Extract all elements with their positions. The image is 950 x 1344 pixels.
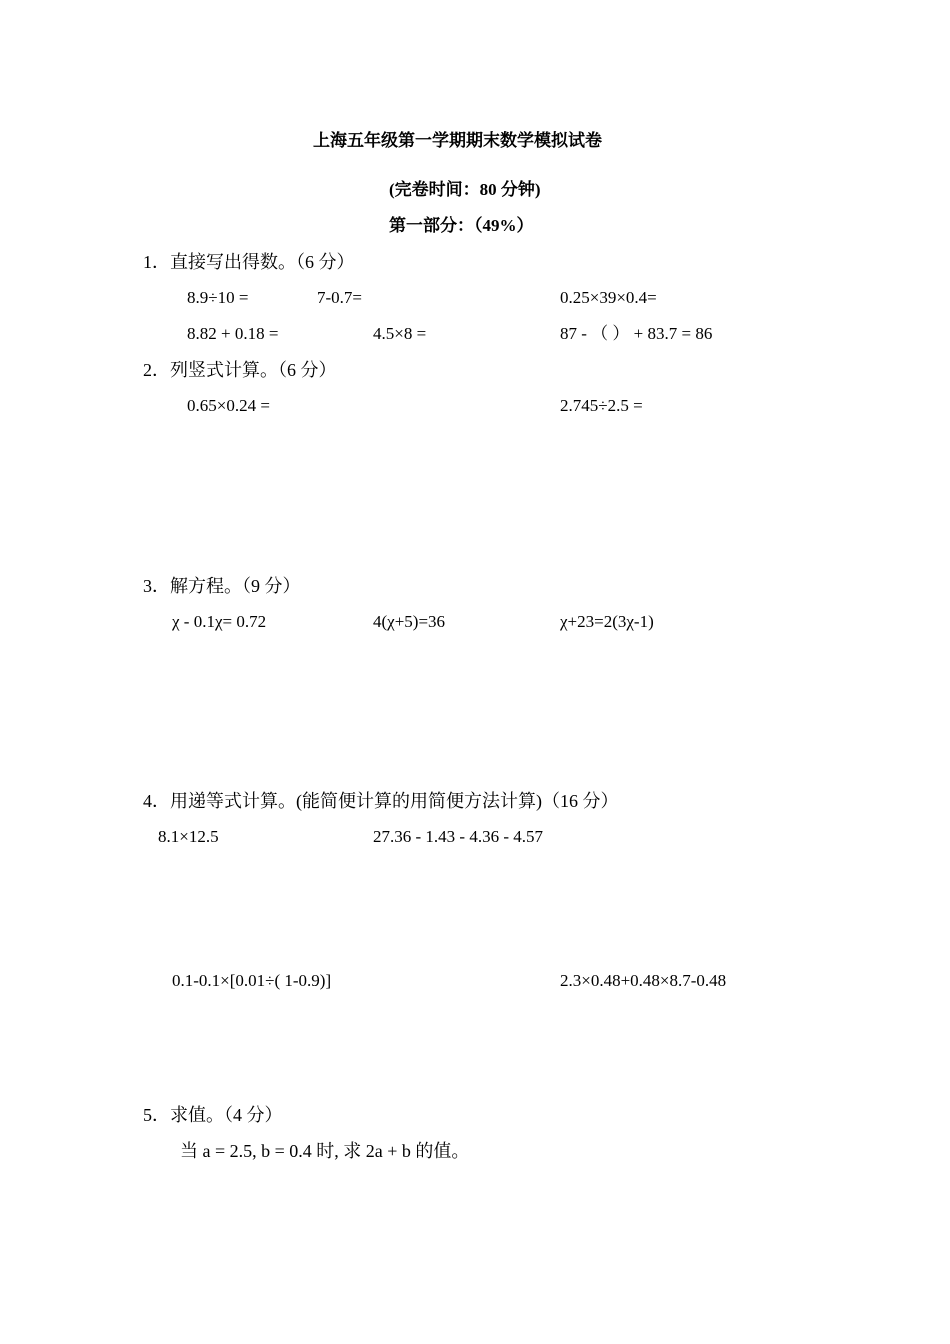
q3-answer-space[interactable] (140, 640, 820, 785)
q4-item-4: 2.3×0.48+0.48×8.7-0.48 (560, 971, 727, 990)
q1-item-4: 8.82 + 0.18 = (187, 324, 279, 343)
part-heading: 第一部分：（49%） (389, 216, 534, 235)
question-3-heading: 3．解方程。（9 分） (143, 576, 301, 596)
q2-item-1: 0.65×0.24 = (187, 396, 270, 415)
q1-item-1: 8.9÷10 = (187, 288, 249, 307)
q1-item-6: 87 - （ ） + 83.7 = 86 (560, 324, 713, 343)
q4-answer-space-bottom[interactable] (140, 1000, 820, 1100)
q4-answer-space-top[interactable] (140, 855, 820, 965)
question-4-heading: 4．用递等式计算。(能简便计算的用简便方法计算)（16 分） (143, 791, 619, 811)
q1-item-2: 7-0.7= (317, 288, 362, 307)
q4-item-3: 0.1-0.1×[0.01÷( 1-0.9)] (172, 971, 332, 990)
question-1-heading: 1．直接写出得数。（6 分） (143, 252, 355, 272)
q1-item-5: 4.5×8 = (373, 324, 427, 343)
q1-item-3: 0.25×39×0.4= (560, 288, 657, 307)
q3-item-1: χ - 0.1χ= 0.72 (172, 612, 267, 631)
q5-item-1: 当 a = 2.5, b = 0.4 时, 求 2a + b 的值。 (180, 1141, 470, 1161)
q4-item-1: 8.1×12.5 (158, 827, 219, 846)
q3-item-3: χ+23=2(3χ-1) (560, 612, 654, 631)
question-2-heading: 2．列竖式计算。（6 分） (143, 360, 337, 380)
exam-duration: (完卷时间：80 分钟) (389, 180, 541, 199)
q3-item-2: 4(χ+5)=36 (373, 612, 446, 631)
question-5-heading: 5．求值。（4 分） (143, 1105, 283, 1125)
q5-answer-space[interactable] (140, 1170, 820, 1310)
q2-item-2: 2.745÷2.5 = (560, 396, 643, 415)
page-title: 上海五年级第一学期期末数学模拟试卷 (313, 131, 602, 150)
q4-item-2: 27.36 - 1.43 - 4.36 - 4.57 (373, 827, 543, 846)
q2-answer-space[interactable] (140, 420, 820, 570)
